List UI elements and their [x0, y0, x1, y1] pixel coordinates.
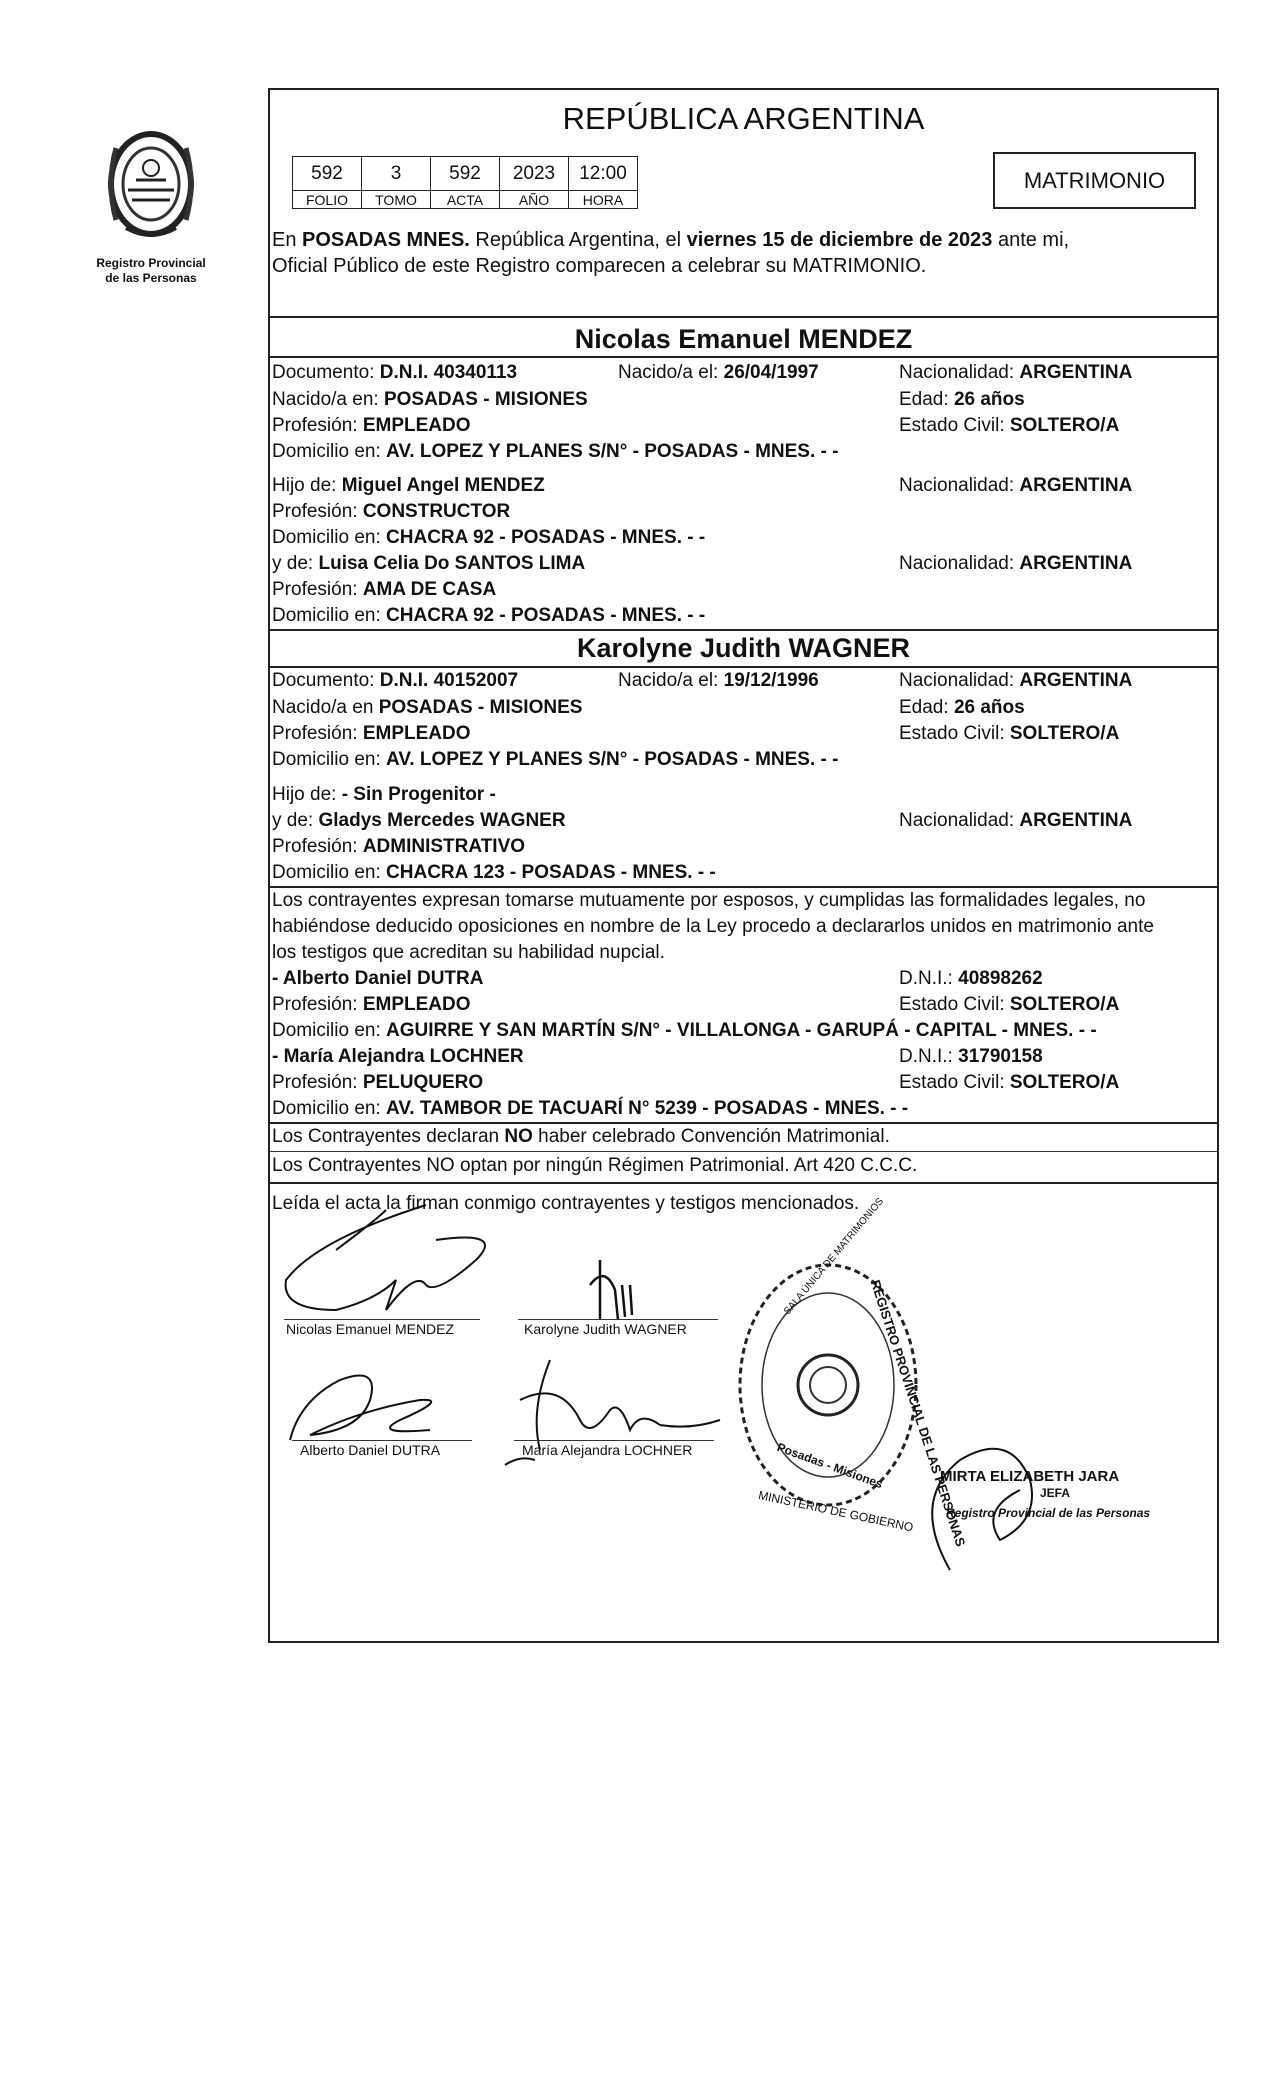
- spouse1-mother: y de: Luisa Celia Do SANTOS LIMA: [272, 553, 586, 574]
- registry-caption-line1: Registro Provincial: [96, 256, 206, 270]
- spouse2-age: Edad: 26 años: [899, 697, 1025, 718]
- signature-label-witness1: Alberto Daniel DUTRA: [300, 1442, 441, 1458]
- registration-fields-table: [292, 156, 638, 209]
- registry-caption-line2: de las Personas: [105, 271, 197, 285]
- convention-line1: Los Contrayentes declaran NO haber celebrado Convención Matrimonial.: [272, 1126, 890, 1147]
- signature-drawing-spouse2: [560, 1255, 670, 1325]
- act-type-box: MATRIMONIO: [993, 152, 1196, 209]
- spouse1-prof: Profesión: EMPLEADO: [272, 415, 471, 436]
- spouse2-mother-addr: Domicilio en: CHACRA 123 - POSADAS - MNES. - -: [272, 862, 716, 883]
- intro-line1: [272, 229, 1069, 251]
- anio-value: 2023: [500, 157, 569, 191]
- spouse2-addr: Domicilio en: AV. LOPEZ Y PLANES S/N° - POSADAS - MNES. - -: [272, 749, 839, 770]
- spouse1-civil: Estado Civil: SOLTERO/A: [899, 415, 1120, 436]
- signature-drawing-witness1: [280, 1360, 460, 1450]
- intro-city: POSADAS MNES.: [302, 229, 470, 251]
- divider: [268, 666, 1219, 668]
- spouse1-age: Edad: 26 años: [899, 389, 1025, 410]
- spouse2-name: Karolyne Judith WAGNER: [576, 633, 911, 663]
- signature-line: [284, 1319, 480, 1320]
- official-title: JEFA: [1040, 1486, 1071, 1500]
- divider: [268, 1122, 1219, 1124]
- spouse2-nat: Nacionalidad: ARGENTINA: [899, 670, 1133, 691]
- divider: [268, 1182, 1219, 1184]
- witness2-addr: Domicilio en: AV. TAMBOR DE TACUARÍ N° 5239 - POSADAS - MNES. - -: [272, 1098, 909, 1119]
- witness2-name: - María Alejandra LOCHNER: [272, 1046, 524, 1067]
- official-name: MIRTA ELIZABETH JARA: [940, 1468, 1120, 1485]
- intro-line2: Oficial Público de este Registro comparecen a celebrar su MATRIMONIO.: [272, 255, 927, 277]
- signature-line: [292, 1440, 472, 1441]
- spouse2-doc: Documento: D.N.I. 40152007: [272, 670, 519, 691]
- tomo-value: 3: [362, 157, 431, 191]
- signature-label-witness2: María Alejandra LOCHNER: [522, 1442, 693, 1458]
- spouse1-mother-nat: Nacionalidad: ARGENTINA: [899, 553, 1133, 574]
- spouse1-name: Nicolas Emanuel MENDEZ: [574, 324, 913, 354]
- witness2-dni: D.N.I.: 31790158: [899, 1046, 1043, 1067]
- divider: [268, 1151, 1219, 1152]
- witness1-prof: Profesión: EMPLEADO: [272, 994, 471, 1015]
- spouse1-father-addr: Domicilio en: CHACRA 92 - POSADAS - MNES. - -: [272, 527, 706, 548]
- folio-value: 592: [293, 157, 362, 191]
- signature-label-spouse2: Karolyne Judith WAGNER: [524, 1321, 687, 1337]
- spouse2-mother-prof: Profesión: ADMINISTRATIVO: [272, 836, 526, 857]
- declaration-line2: habiéndose deducido oposiciones en nombre de la Ley procedo a declararlos unidos en matrimonio ante: [272, 916, 1154, 937]
- divider: [268, 629, 1219, 631]
- spouse1-nat: Nacionalidad: ARGENTINA: [899, 362, 1133, 383]
- witness1-name: - Alberto Daniel DUTRA: [272, 968, 484, 989]
- declaration-line3: los testigos que acreditan su habilidad nupcial.: [272, 942, 665, 963]
- spouse2-birthplace: Nacido/a en POSADAS - MISIONES: [272, 697, 583, 718]
- spouse1-addr: Domicilio en: AV. LOPEZ Y PLANES S/N° - POSADAS - MNES. - -: [272, 441, 839, 462]
- spouse1-father-prof: Profesión: CONSTRUCTOR: [272, 501, 511, 522]
- tomo-label: TOMO: [362, 191, 431, 209]
- witness1-civil: Estado Civil: SOLTERO/A: [899, 994, 1120, 1015]
- witness2-prof: Profesión: PELUQUERO: [272, 1072, 484, 1093]
- witness1-addr: Domicilio en: AGUIRRE Y SAN MARTÍN S/N° - VILLALONGA - GARUPÁ - CAPITAL - MNES. - -: [272, 1020, 1097, 1041]
- spouse1-father-nat: Nacionalidad: ARGENTINA: [899, 475, 1133, 496]
- intro-date: viernes 15 de diciembre de 2023: [686, 229, 993, 251]
- declaration-line1: Los contrayentes expresan tomarse mutuamente por esposos, y cumplidas las formalidades legales, no: [272, 890, 1146, 911]
- intro-text-c: ante mi,: [992, 229, 1070, 251]
- signature-drawing-spouse1: [276, 1200, 516, 1320]
- stamp-city: Posadas - Misiones: [775, 1440, 885, 1492]
- spouse1-father: Hijo de: Miguel Angel MENDEZ: [272, 475, 545, 496]
- spouse1-born: Nacido/a el: 26/04/1997: [618, 362, 819, 383]
- spouse2-mother: y de: Gladys Mercedes WAGNER: [272, 810, 566, 831]
- intro-text-a: En: [272, 229, 303, 251]
- signature-line: [514, 1440, 714, 1441]
- spouse2-born: Nacido/a el: 19/12/1996: [618, 670, 819, 691]
- spouse1-birthplace: Nacido/a en: POSADAS - MISIONES: [272, 389, 588, 410]
- spouse1-doc: Documento: D.N.I. 40340113: [272, 362, 518, 383]
- divider: [268, 356, 1219, 358]
- closing-text: Leída el acta la firman conmigo contrayentes y testigos mencionados.: [272, 1193, 860, 1214]
- spouse2-civil: Estado Civil: SOLTERO/A: [899, 723, 1120, 744]
- hora-label: HORA: [569, 191, 638, 209]
- spouse1-mother-prof: Profesión: AMA DE CASA: [272, 579, 497, 600]
- official-org: Registro Provincial de las Personas: [946, 1506, 1151, 1520]
- signature-line: [518, 1319, 718, 1320]
- anio-label: AÑO: [500, 191, 569, 209]
- spouse2-father: Hijo de: - Sin Progenitor -: [272, 784, 496, 805]
- intro-text-b: República Argentina, el: [469, 229, 687, 251]
- divider: [268, 886, 1219, 888]
- spouse1-mother-addr: Domicilio en: CHACRA 92 - POSADAS - MNES. - -: [272, 605, 706, 626]
- divider: [268, 316, 1219, 318]
- stamp-ring-text: REGISTRO PROVINCIAL DE LAS PERSONAS: [867, 1278, 969, 1549]
- signature-label-spouse1: Nicolas Emanuel MENDEZ: [286, 1321, 455, 1337]
- convention-line2: Los Contrayentes NO optan por ningún Régimen Patrimonial. Art 420 C.C.C.: [272, 1155, 918, 1176]
- official-round-stamp: [728, 1255, 928, 1525]
- country-title: REPÚBLICA ARGENTINA: [562, 101, 925, 136]
- acta-value: 592: [431, 157, 500, 191]
- folio-label: FOLIO: [293, 191, 362, 209]
- provincial-seal: [96, 118, 206, 250]
- stamp-inner-text: SALA ÚNICA DE MATRIMONIOS: [782, 1196, 887, 1318]
- spouse2-mother-nat: Nacionalidad: ARGENTINA: [899, 810, 1133, 831]
- acta-label: ACTA: [431, 191, 500, 209]
- stamp-bottom-text: MINISTERIO DE GOBIERNO: [757, 1488, 915, 1535]
- witness2-civil: Estado Civil: SOLTERO/A: [899, 1072, 1120, 1093]
- witness1-dni: D.N.I.: 40898262: [899, 968, 1043, 989]
- spouse2-prof: Profesión: EMPLEADO: [272, 723, 471, 744]
- hora-value: 12:00: [569, 157, 638, 191]
